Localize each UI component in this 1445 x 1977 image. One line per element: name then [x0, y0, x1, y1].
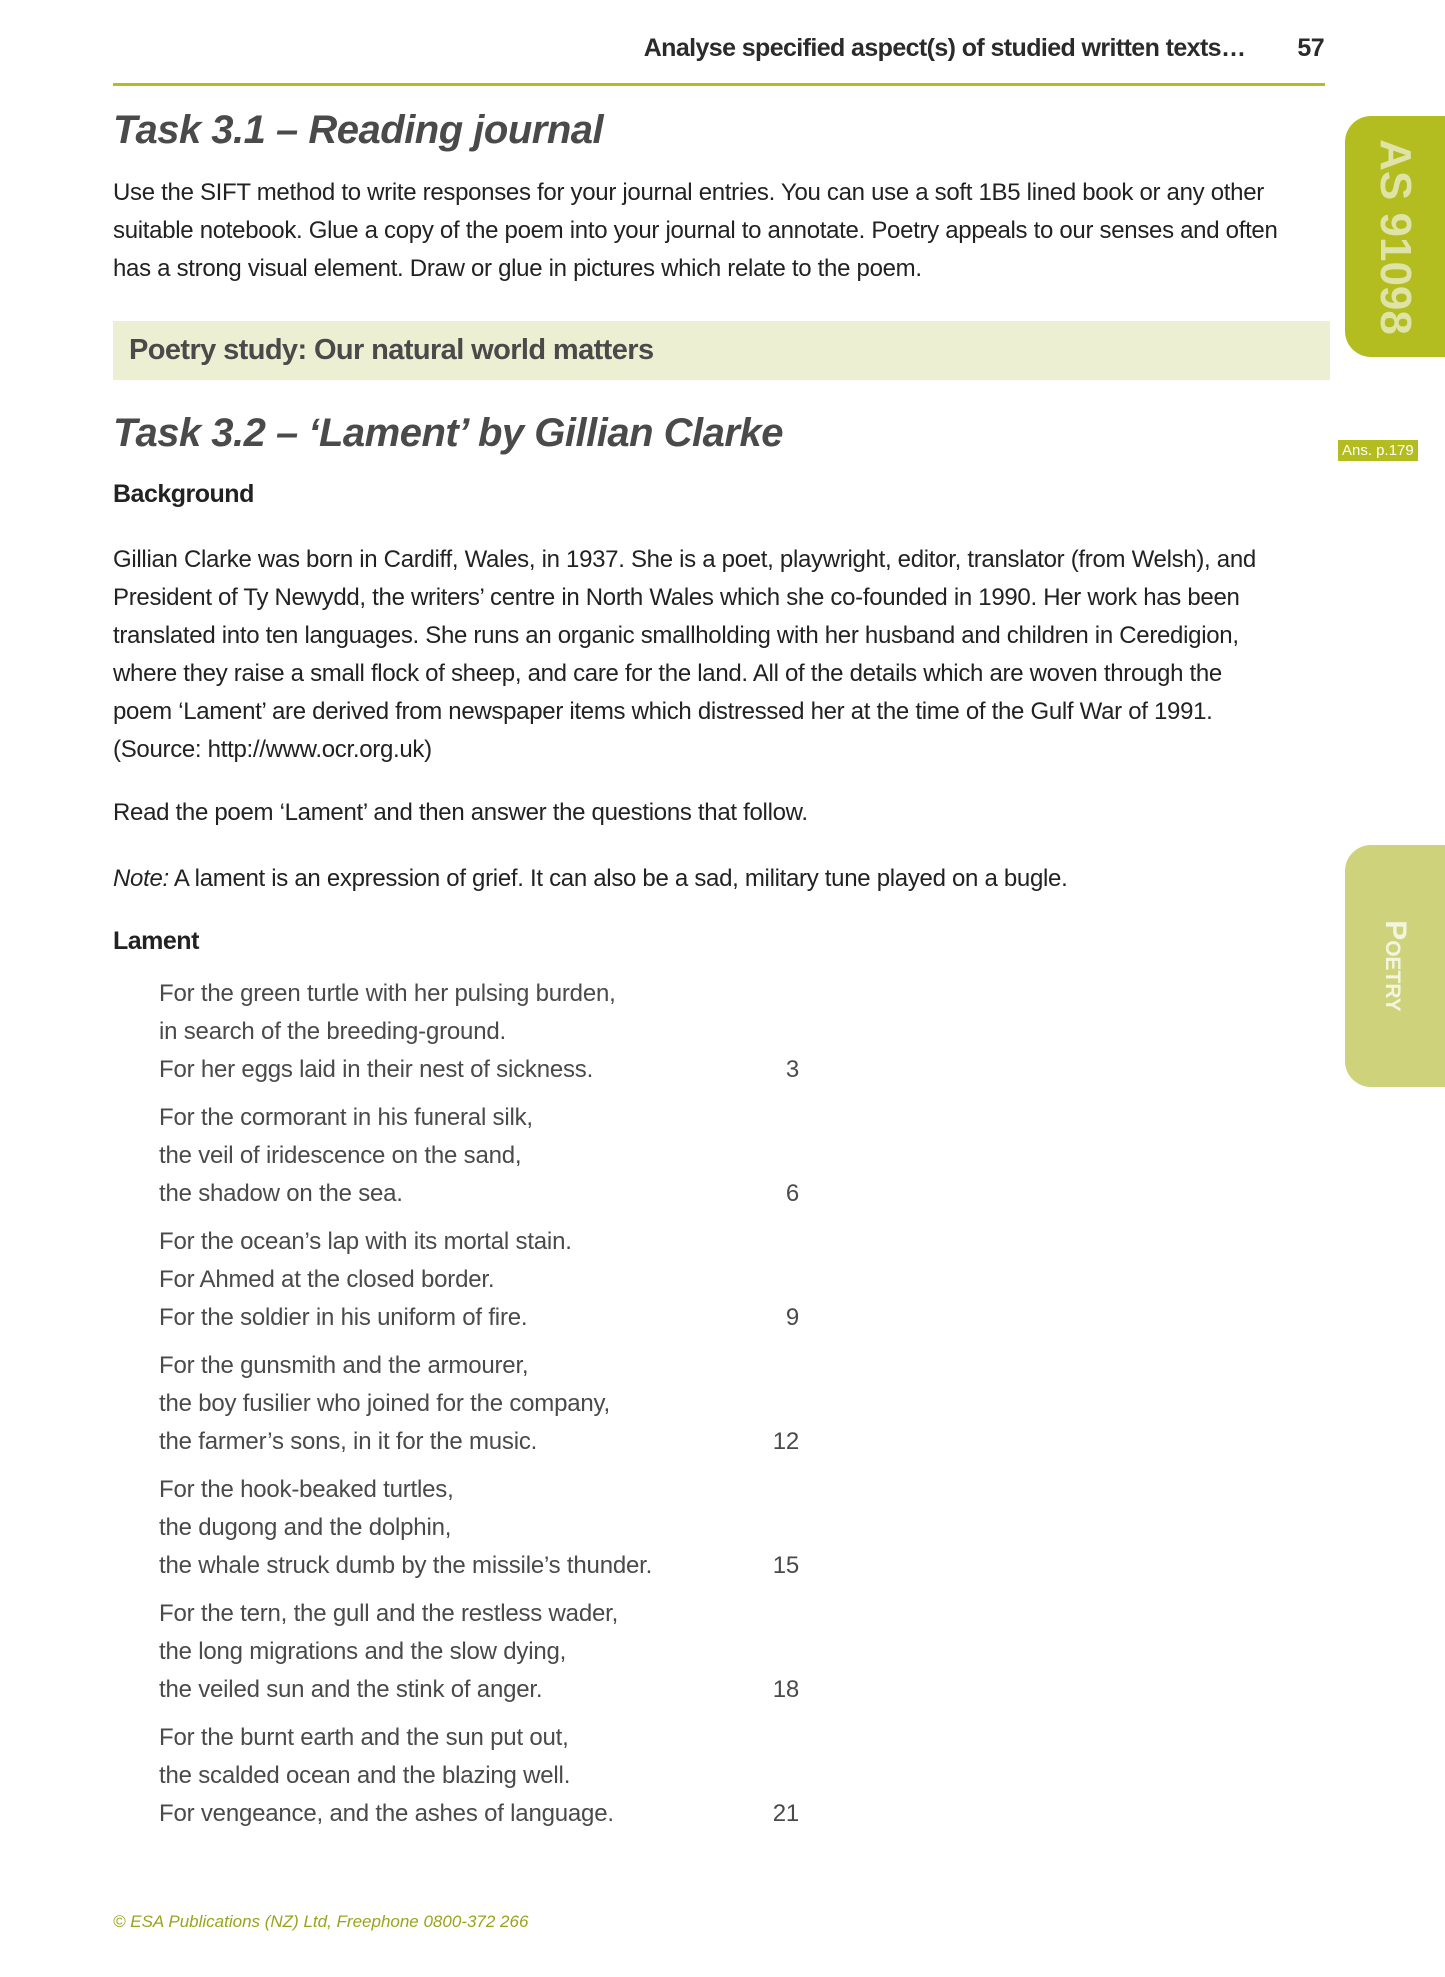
poem-line [159, 1137, 799, 1175]
line-number: 12 [772, 1428, 799, 1455]
poem-line [159, 1013, 799, 1051]
poem [159, 975, 799, 1843]
background-heading: Background [113, 480, 254, 508]
poem-line-text: For the burnt earth and the sun put out, [159, 1724, 569, 1751]
text-line: President of Ty Newydd, the writers’ centre in North Wales which she co-founded in 1990. Her work has been [113, 584, 1240, 611]
page-number: 57 [1297, 34, 1324, 62]
text-line: Gillian Clarke was born in Cardiff, Wales, in 1937. She is a poet, playwright, editor, translator (from Welsh), and [113, 546, 1256, 573]
poem-stanza [159, 1099, 799, 1223]
text-line: has a strong visual element. Draw or glue in pictures which relate to the poem. [113, 255, 922, 282]
poem-line [159, 1175, 799, 1213]
poem-line-text: the veiled sun and the stink of anger. [159, 1676, 543, 1703]
line-number: 18 [772, 1676, 799, 1703]
poem-line [159, 1671, 799, 1709]
poem-line-text: For the green turtle with her pulsing burden, [159, 980, 616, 1007]
note-text: A lament is an expression of grief. It can also be a sad, military tune played on a bugle. [168, 865, 1068, 892]
poem-line [159, 1757, 799, 1795]
poem-line [159, 1223, 799, 1261]
section-tab-label: Poetry [1379, 920, 1412, 1012]
poem-line-text: For vengeance, and the ashes of language. [159, 1800, 614, 1827]
task-3-1-instructions [113, 174, 1278, 288]
poem-line-text: For the cormorant in his funeral silk, [159, 1104, 533, 1131]
footer-copyright: © ESA Publications (NZ) Ltd, Freephone 0800-372 266 [113, 1912, 529, 1931]
poem-stanza [159, 1223, 799, 1347]
instruction-line: Read the poem ‘Lament’ and then answer the questions that follow. [113, 799, 808, 826]
instruction-text [113, 794, 808, 832]
poem-line [159, 1547, 799, 1585]
line-number: 15 [772, 1552, 799, 1579]
poem-line-text: For her eggs laid in their nest of sickness. [159, 1056, 594, 1083]
poem-stanza [159, 1347, 799, 1471]
poem-line-text: in search of the breeding-ground. [159, 1018, 506, 1045]
poem-line-text: the boy fusilier who joined for the company, [159, 1390, 611, 1417]
line-number: 6 [785, 1180, 799, 1207]
poem-line-text: For the gunsmith and the armourer, [159, 1352, 529, 1379]
text-line: Use the SIFT method to write responses for your journal entries. You can use a soft 1B5 lined book or any other [113, 179, 1264, 206]
poem-line [159, 1099, 799, 1137]
poem-line-text: the farmer’s sons, in it for the music. [159, 1428, 538, 1455]
poem-line-text: the scalded ocean and the blazing well. [159, 1762, 571, 1789]
poem-stanza [159, 1471, 799, 1595]
poem-stanza [159, 1595, 799, 1719]
line-number: 21 [772, 1800, 799, 1827]
poem-line-text: For the tern, the gull and the restless wader, [159, 1600, 619, 1627]
line-number: 3 [785, 1056, 799, 1083]
poem-line-text: For Ahmed at the closed border. [159, 1266, 495, 1293]
poem-line-text: the dugong and the dolphin, [159, 1514, 452, 1541]
running-header [644, 34, 1324, 63]
standard-tab[interactable] [1345, 116, 1445, 357]
poem-line [159, 1347, 799, 1385]
header-rule [113, 83, 1325, 86]
answer-reference: Ans. p.179 [1338, 440, 1418, 461]
standard-tab-label: AS 91098 [1371, 138, 1420, 335]
note-label: Note: [113, 865, 169, 892]
text-line: (Source: http://www.ocr.org.uk) [113, 736, 432, 763]
section-tab-poetry[interactable] [1345, 845, 1445, 1087]
poem-line [159, 1423, 799, 1461]
poem-line [159, 1051, 799, 1089]
section-band-title: Poetry study: Our natural world matters [129, 334, 654, 366]
poem-title: Lament [113, 927, 199, 955]
text-line: where they raise a small flock of sheep, and care for the land. All of the details which are woven through the [113, 660, 1222, 687]
poem-line-text: For the hook-beaked turtles, [159, 1476, 454, 1503]
poem-line-text: For the ocean’s lap with its mortal stain. [159, 1228, 572, 1255]
poem-line-text: the shadow on the sea. [159, 1180, 403, 1207]
text-line: translated into ten languages. She runs an organic smallholding with her husband and children in Ceredigion, [113, 622, 1239, 649]
poem-line [159, 1509, 799, 1547]
note [113, 860, 1067, 898]
poem-line [159, 1633, 799, 1671]
poem-line [159, 1795, 799, 1833]
section-band [113, 321, 1330, 380]
running-title: Analyse specified aspect(s) of studied written texts… [643, 34, 1246, 62]
poem-line [159, 975, 799, 1013]
poem-stanza [159, 975, 799, 1099]
poem-stanza [159, 1719, 799, 1843]
poem-line [159, 1719, 799, 1757]
poem-line [159, 1299, 799, 1337]
poem-line [159, 1595, 799, 1633]
task-3-1-title: Task 3.1 – Reading journal [113, 108, 604, 152]
poem-line-text: the whale struck dumb by the missile’s thunder. [159, 1552, 653, 1579]
text-line: poem ‘Lament’ are derived from newspaper items which distressed her at the time of the Gulf War of 1991. [113, 698, 1213, 725]
poem-line [159, 1261, 799, 1299]
poem-line [159, 1471, 799, 1509]
task-3-2-title: Task 3.2 – ‘Lament’ by Gillian Clarke [113, 411, 783, 455]
background-paragraph [113, 541, 1256, 769]
poem-line-text: For the soldier in his uniform of fire. [159, 1304, 528, 1331]
text-line: suitable notebook. Glue a copy of the poem into your journal to annotate. Poetry appeals to our senses and often [113, 217, 1278, 244]
poem-line [159, 1385, 799, 1423]
poem-line-text: the veil of iridescence on the sand, [159, 1142, 522, 1169]
line-number: 9 [785, 1304, 799, 1331]
poem-line-text: the long migrations and the slow dying, [159, 1638, 567, 1665]
